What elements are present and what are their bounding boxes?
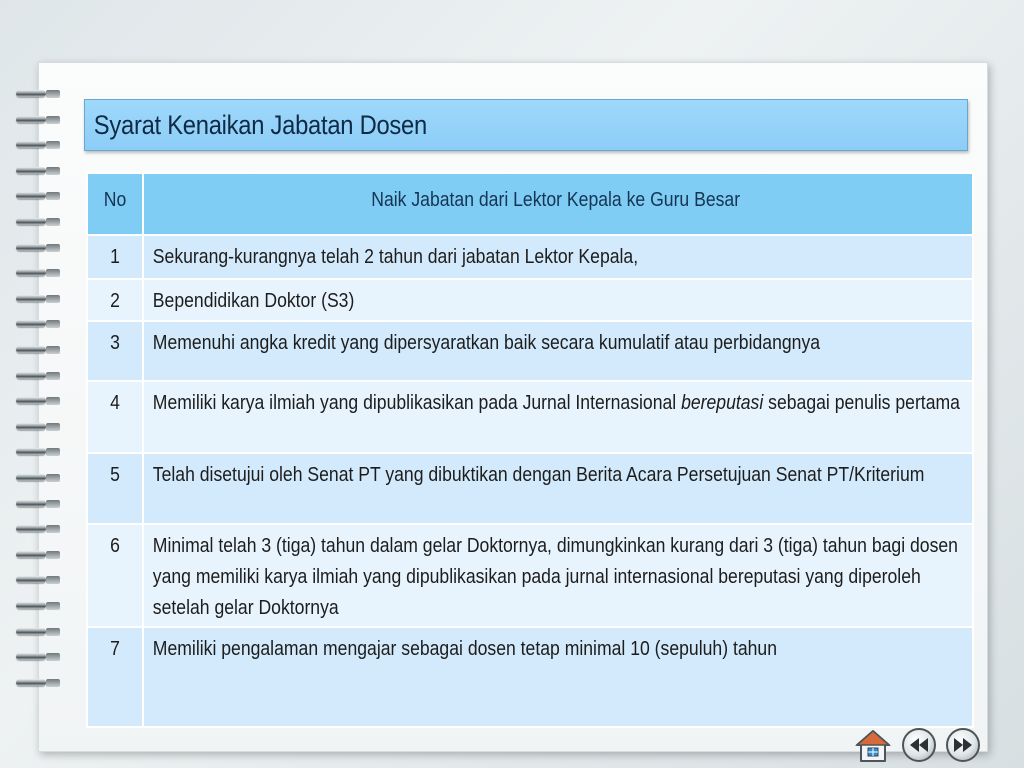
row-number: 3 (87, 321, 143, 381)
spiral-binding (16, 88, 64, 688)
table-row (87, 627, 973, 727)
spiral-ring (16, 549, 60, 561)
row-number: 2 (87, 279, 143, 321)
house-icon (854, 728, 892, 764)
header-description: Naik Jabatan dari Lektor Kepala ke Guru Besar (143, 173, 973, 235)
row-text: Bependidikan Doktor (S3) (143, 279, 973, 321)
previous-slide-button[interactable] (902, 728, 938, 764)
table-row (87, 381, 973, 453)
row-number: 4 (87, 381, 143, 453)
header-no: No (87, 173, 143, 235)
spiral-ring (16, 165, 60, 177)
spiral-ring (16, 114, 60, 126)
spiral-ring (16, 498, 60, 510)
row-text: Sekurang-kurangnya telah 2 tahun dari jabatan Lektor Kepala, (143, 235, 973, 279)
spiral-ring (16, 139, 60, 151)
row-number: 1 (87, 235, 143, 279)
row-number: 5 (87, 453, 143, 524)
spiral-ring (16, 267, 60, 279)
spiral-ring (16, 421, 60, 433)
spiral-ring (16, 293, 60, 305)
table-row (87, 321, 973, 381)
row-text: Memiliki karya ilmiah yang dipublikasikan pada Jurnal Internasional bereputasi sebagai penulis pertama (143, 381, 973, 453)
rewind-icon (909, 737, 929, 753)
table-row (87, 524, 973, 627)
spiral-ring (16, 242, 60, 254)
table-row (87, 235, 973, 279)
row-number: 7 (87, 627, 143, 727)
row-text: Memiliki pengalaman mengajar sebagai dosen tetap minimal 10 (sepuluh) tahun (143, 627, 973, 727)
spiral-ring (16, 88, 60, 100)
next-slide-button[interactable] (946, 728, 982, 764)
spiral-ring (16, 344, 60, 356)
spiral-ring (16, 600, 60, 612)
requirements-table (86, 172, 974, 728)
spiral-ring (16, 370, 60, 382)
spiral-ring (16, 651, 60, 663)
table-header-row (87, 173, 973, 235)
spiral-ring (16, 318, 60, 330)
row-number: 6 (87, 524, 143, 627)
home-button[interactable] (854, 728, 892, 764)
spiral-ring (16, 216, 60, 228)
spiral-ring (16, 626, 60, 638)
spiral-ring (16, 395, 60, 407)
spiral-ring (16, 677, 60, 689)
page-title: Syarat Kenaikan Jabatan Dosen (93, 110, 427, 140)
spiral-ring (16, 190, 60, 202)
title-bar (84, 99, 968, 151)
row-text: Minimal telah 3 (tiga) tahun dalam gelar Doktornya, dimungkinkan kurang dari 3 (tiga) tahun bagi dosen yang memiliki karya ilmiah yang dipublikasikan pada jurnal internasional bereputasi yang diperoleh setelah gelar Doktornya (143, 524, 973, 627)
row-text: Telah disetujui oleh Senat PT yang dibuktikan dengan Berita Acara Persetujuan Senat PT/Kriterium (143, 453, 973, 524)
spiral-ring (16, 523, 60, 535)
fast-forward-icon (953, 737, 973, 753)
table-row (87, 453, 973, 524)
spiral-ring (16, 574, 60, 586)
spiral-ring (16, 446, 60, 458)
table-row (87, 279, 973, 321)
row-text: Memenuhi angka kredit yang dipersyaratkan baik secara kumulatif atau perbidangnya (143, 321, 973, 381)
spiral-ring (16, 472, 60, 484)
